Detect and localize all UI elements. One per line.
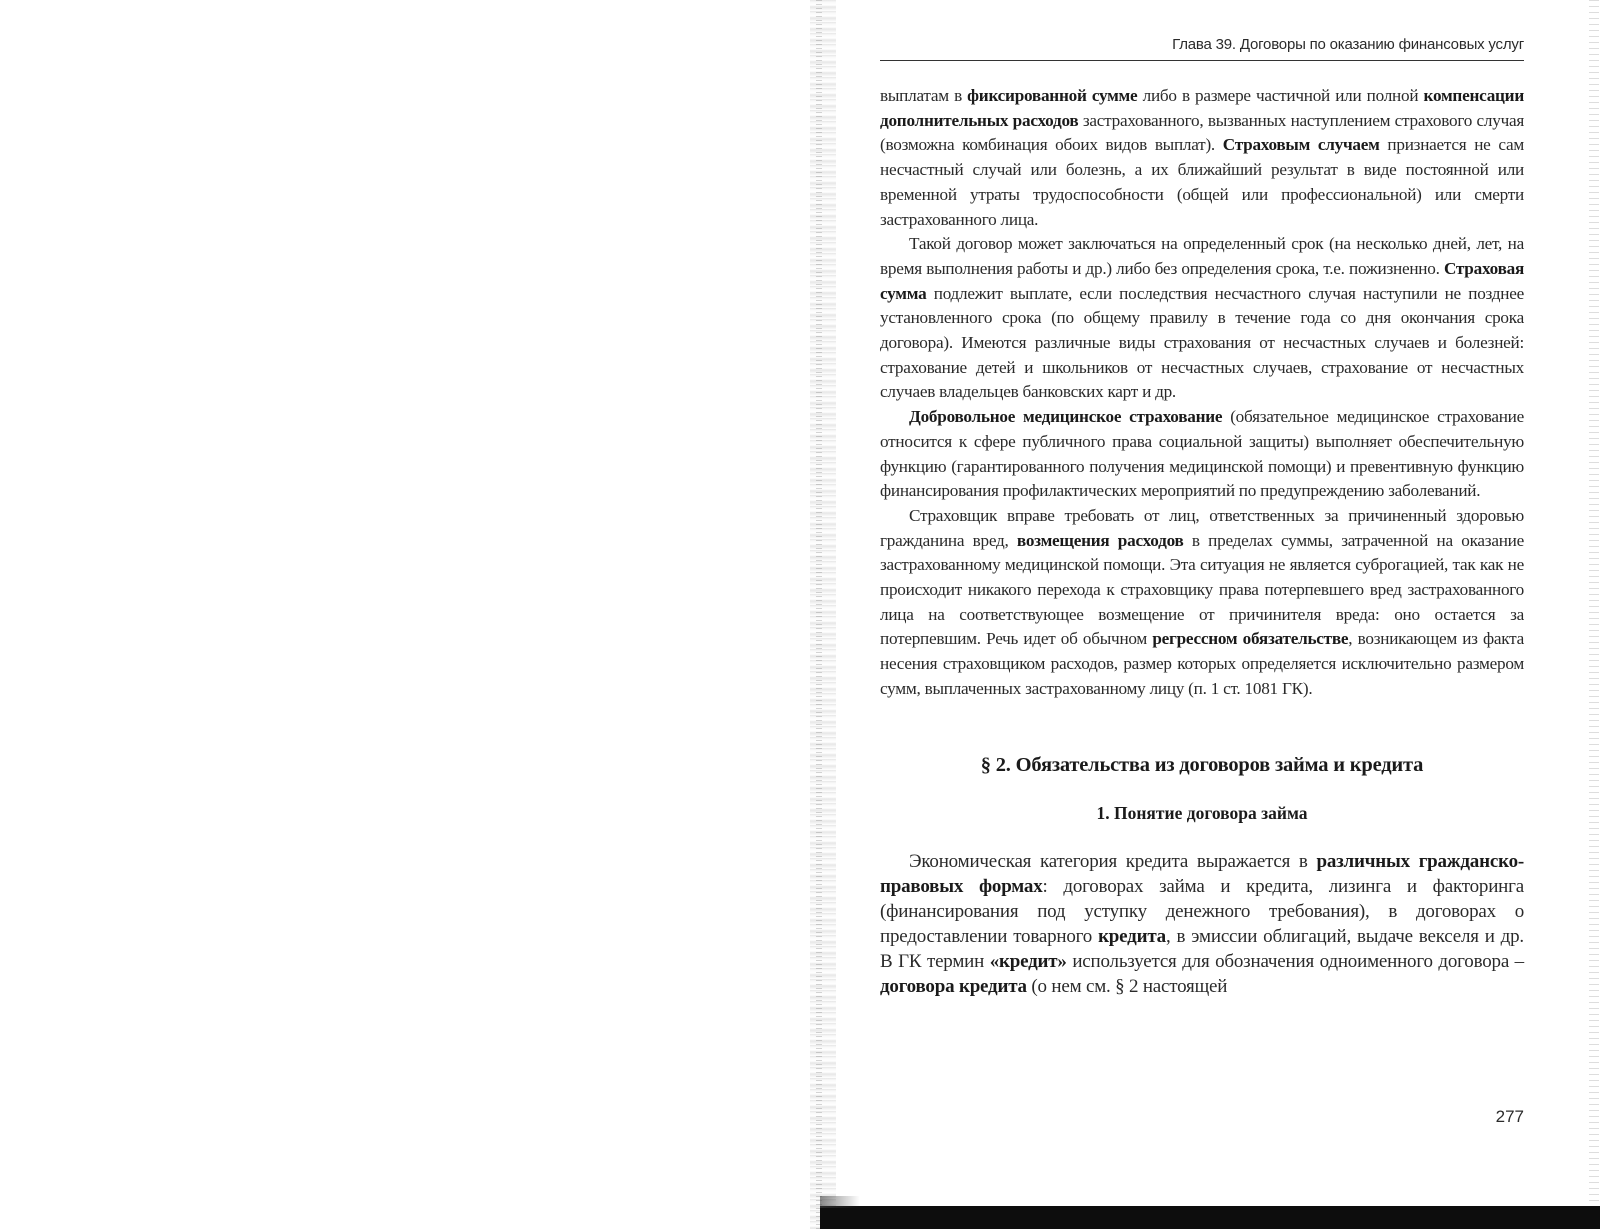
running-head: Глава 39. Договоры по оказанию финансовых услуг [880,36,1524,61]
bold-term: различных гражданско-правовых формах [880,850,1524,897]
bold-term: Страховым случаем [1222,135,1380,155]
bold-term: Добровольное медицинское страхование [909,407,1223,427]
paragraph-5: Экономическая категория кредита выражается в различных гражданско-правовых формах: договорах займа и кредита, лизинга и факторинга (финансирования под уступку денежного требования), в договорах о предоставлении товарного кредита, в эмиссии облигаций, выдаче векселя и др. В ГК термин «кредит» используется для обозначения одноименного договора – договора кредита (о нем см. § 2 настоящей [880,850,1524,997]
bold-term: кредита [1098,925,1166,947]
bold-term: «кредит» [989,950,1067,972]
section-body [880,849,1524,999]
page-edge [1589,0,1599,1229]
bold-term: регрессном обязательстве [1152,629,1349,649]
section-title: § 2. Обязательства из договоров займа и кредита [980,753,1424,776]
bold-term: договора кредита [880,975,1027,997]
paragraph-3: Добровольное медицинское страхование (обязательное медицинское страхование относится к сфере публичного права социальной защиты) выполняет обеспечительную функцию (гарантированного получения медицинской помощи) и превентивную функцию финансирования профилактических мероприятий по предупреждению заболеваний. [880,407,1525,501]
page-number: 277 [1495,1107,1524,1126]
body-text [880,84,1524,702]
scan-bottom-shadow [820,1206,1600,1229]
subsection-title: 1. Понятие договора займа [1096,802,1308,823]
book-page [880,36,1524,999]
paragraph-2: Такой договор может заключаться на определенный срок (на несколько дней, лет, на время выполнения работы и др.) либо без определения срока, т.е. пожизненно. Страховая сумма подлежит выплате, если последствия несчастного случая наступили не позднее установленного срока (по общему правилу в течение года со дня окончания срока договора). Имеются различные виды страхования от несчастных случаев и болезней: страхование детей и школьников от несчастных случаев, страхование от несчастных случаев владельцев банковских карт и др. [880,234,1524,402]
paragraph-1: выплатам в фиксированной сумме либо в размере частичной или полной компенсации дополнительных расходов застрахованного, вызванных наступлением страхового случая (возможна комбинация обоих видов выплат). Страховым случаем признается не сам несчастный случай или болезнь, а их ближайший результат в виде постоянной или временной утраты трудоспособности (общей или профессиональной) или смерти застрахованного лица. [880,86,1525,229]
bold-term: компенсации дополнительных расходов [880,86,1524,130]
bold-term: фиксированной сумме [967,86,1138,105]
binding-gutter [810,0,836,1229]
bold-term: возмещения расходов [1016,530,1184,550]
paragraph-4: Страховщик вправе требовать от лиц, ответственных за причиненный здоровью гражданина вред, возмещения расходов в пределах суммы, затраченной на оказание застрахованному медицинской помощи. Эта ситуация не является суброгацией, так как не происходит никакого перехода к страховщику права потерпевшего вред застрахованного лица на соответствующее возмещение от причинителя вреда: оно остается за потерпевшим. Речь идет об обычном регрессном обязательстве, возникающем из факта несения страховщиком расходов, размер которых определяется исключительно размером сумм, выплаченных застрахованному лицу (п. 1 ст. 1081 ГК). [880,505,1524,698]
bold-term: Страховая сумма [880,258,1524,303]
